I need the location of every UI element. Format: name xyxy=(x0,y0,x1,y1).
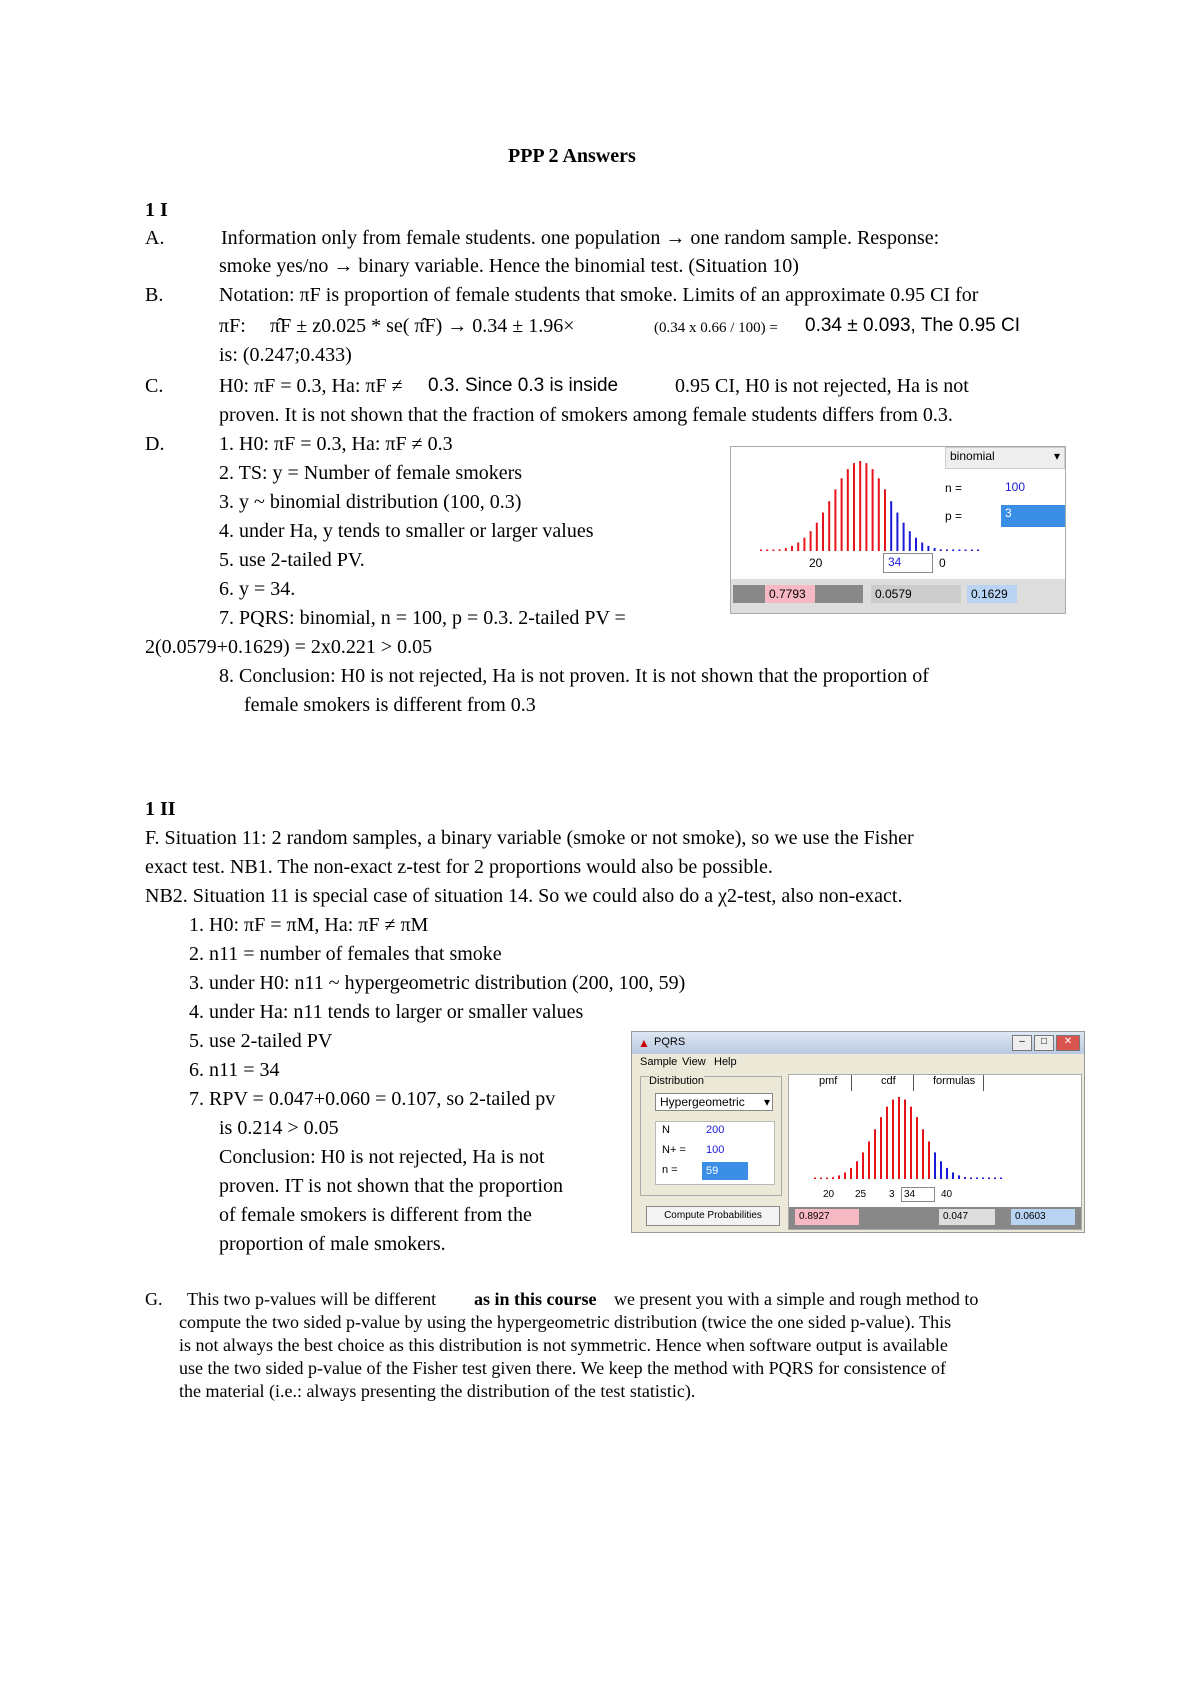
middle-probability: 0.047 xyxy=(939,1209,995,1225)
p-label: p = xyxy=(945,509,963,523)
title-bar xyxy=(632,1032,1084,1054)
item-b-sqrt-term: (0.34 x 0.66 / 100) = xyxy=(654,320,778,336)
item-g-line2: compute the two sided p-value by using the hypergeometric distribution (twice the one sided p-value). This xyxy=(179,1312,952,1332)
item-f-step-2: 2. n11 = number of females that smoke xyxy=(189,943,502,965)
item-f-cont-4: of female smokers is different from the xyxy=(219,1204,532,1226)
distribution-value: binomial xyxy=(950,449,995,463)
tab-formulas[interactable]: formulas xyxy=(933,1075,976,1087)
item-g-line1a: This two p-values will be different xyxy=(187,1289,437,1309)
hypergeometric-pmf-chart xyxy=(789,1075,1081,1229)
section-heading-2: 1 II xyxy=(145,798,176,820)
item-d-step-7: 7. PQRS: binomial, n = 100, p = 0.3. 2-tailed PV = xyxy=(219,607,626,629)
section-heading-1: 1 I xyxy=(145,199,168,221)
param-value-n[interactable]: 59 xyxy=(702,1162,748,1180)
tab-cdf[interactable]: cdf xyxy=(881,1075,896,1087)
item-b-ci: 0.34 ± 0.093, The 0.95 CI xyxy=(805,315,1021,336)
item-d-step-6: 6. y = 34. xyxy=(219,578,296,600)
menu-view[interactable]: View xyxy=(682,1056,706,1068)
item-d-step-4: 4. under Ha, y tends to smaller or larger values xyxy=(219,520,594,542)
item-g-line1-bold: as in this course xyxy=(474,1289,597,1309)
item-g-line4: use the two sided p-value of the Fisher test given there. We keep the method with PQRS for consistence of xyxy=(179,1358,947,1378)
param-label-n-plus: N+ = xyxy=(662,1144,686,1156)
app-icon: ▲ xyxy=(638,1036,650,1050)
distribution-group-label: Distribution xyxy=(649,1075,705,1087)
compute-probabilities-button[interactable]: Compute Probabilities xyxy=(646,1206,780,1226)
axis-tick-20: 20 xyxy=(809,556,823,570)
item-f-step-3: 3. under H0: n11 ~ hypergeometric distribution (200, 100, 59) xyxy=(189,972,686,994)
close-icon[interactable]: ✕ xyxy=(1056,1035,1080,1051)
item-d-label: D. xyxy=(145,433,165,455)
p-input[interactable]: 3 xyxy=(1001,505,1065,527)
menu-bar xyxy=(632,1054,1084,1072)
item-d-step-2: 2. TS: y = Number of female smokers xyxy=(219,462,523,484)
item-f-cont-5: proportion of male smokers. xyxy=(219,1233,446,1255)
pqrs-window xyxy=(631,1031,1085,1233)
right-probability: 0.1629 xyxy=(967,585,1017,603)
chart-panel xyxy=(788,1074,1082,1230)
menu-help[interactable]: Help xyxy=(714,1056,737,1068)
item-b-line3: is: (0.247;0.433) xyxy=(219,344,352,366)
axis-tick-40: 40 xyxy=(941,1189,953,1200)
item-f-step-4: 4. under Ha: n11 tends to larger or smaller values xyxy=(189,1001,584,1023)
item-f-step-6: 6. n11 = 34 xyxy=(189,1059,280,1081)
axis-tick-25: 25 xyxy=(855,1189,867,1200)
tab-pmf[interactable]: pmf xyxy=(819,1075,838,1087)
item-a-line1: Information only from female students. one population → one random sample. Response: xyxy=(221,227,940,249)
distribution-select[interactable] xyxy=(655,1093,773,1111)
item-d-step-1: 1. H0: πF = 0.3, Ha: πF ≠ 0.3 xyxy=(219,433,453,455)
item-f-line1: F. Situation 11: 2 random samples, a binary variable (smoke or not smoke), so we use the Fisher xyxy=(145,827,914,849)
item-c-line1-end: 0.95 CI, H0 is not rejected, Ha is not xyxy=(675,375,969,397)
item-a-label: A. xyxy=(145,227,165,249)
axis-tick-20: 20 xyxy=(823,1189,835,1200)
item-b-formula: π̂F ± z0.025 * se( π̂F) → 0.34 ± 1.96× xyxy=(270,315,575,337)
item-c-hyp: H0: πF = 0.3, Ha: πF ≠ xyxy=(219,375,403,397)
item-g-line1b: we present you with a simple and rough method to xyxy=(614,1289,979,1309)
item-d-step-3: 3. y ~ binomial distribution (100, 0.3) xyxy=(219,491,522,513)
binomial-screenshot xyxy=(730,446,1066,614)
page-title: PPP 2 Answers xyxy=(508,145,636,167)
item-f-cont-2: Conclusion: H0 is not rejected, Ha is not xyxy=(219,1146,545,1168)
middle-probability: 0.0579 xyxy=(871,585,961,603)
param-value-n-plus[interactable]: 100 xyxy=(706,1144,725,1156)
item-g-line5: the material (i.e.: always presenting the distribution of the test statistic). xyxy=(179,1381,696,1401)
distribution-group xyxy=(640,1076,782,1196)
item-f-line2: exact test. NB1. The non-exact z-test for 2 proportions would also be possible. xyxy=(145,856,773,878)
distribution-select[interactable] xyxy=(945,447,1065,469)
item-f-step-1: 1. H0: πF = πM, Ha: πF ≠ πM xyxy=(189,914,429,936)
item-d-step-7-cont: 2(0.0579+0.1629) = 2x0.221 > 0.05 xyxy=(145,636,433,658)
item-f-cont-1: is 0.214 > 0.05 xyxy=(219,1117,339,1139)
minimize-icon[interactable]: – xyxy=(1012,1035,1032,1051)
axis-tick-right: 0 xyxy=(939,556,946,570)
item-b-label: B. xyxy=(145,284,164,306)
menu-sample[interactable]: Sample xyxy=(640,1056,678,1068)
item-d-step-8: 8. Conclusion: H0 is not rejected, Ha is not proven. It is not shown that the proportion of xyxy=(219,665,929,687)
item-d-step-8-cont: female smokers is different from 0.3 xyxy=(244,694,536,716)
axis-tick-3: 3 xyxy=(889,1189,895,1200)
maximize-icon[interactable]: □ xyxy=(1034,1035,1054,1051)
item-f-line3: NB2. Situation 11 is special case of situation 14. So we could also do a χ2-test, also non-exact. xyxy=(145,885,903,907)
item-g-line3: is not always the best choice as this distribution is not symmetric. Hence when software output is available xyxy=(179,1335,948,1355)
value-input[interactable]: 34 xyxy=(883,553,933,573)
distribution-value: Hypergeometric xyxy=(660,1095,745,1109)
item-f-cont-3: proven. IT is not shown that the proportion xyxy=(219,1175,564,1197)
item-a-line2: smoke yes/no → binary variable. Hence the binomial test. (Situation 10) xyxy=(219,255,799,277)
item-b-line1: Notation: πF is proportion of female students that smoke. Limits of an approximate 0.95 CI for xyxy=(219,284,979,306)
value-input[interactable]: 34 xyxy=(901,1187,935,1202)
chevron-down-icon: ▾ xyxy=(763,1095,770,1109)
n-input[interactable]: 100 xyxy=(1001,479,1065,499)
item-f-step-5: 5. use 2-tailed PV xyxy=(189,1030,333,1052)
item-c-label: C. xyxy=(145,375,164,397)
left-probability: 0.8927 xyxy=(795,1209,859,1225)
item-b-line2a: πF: xyxy=(219,315,246,337)
item-c-since: 0.3. Since 0.3 is inside xyxy=(428,375,619,396)
param-label-n-total: N xyxy=(662,1124,670,1136)
left-probability: 0.7793 xyxy=(765,585,815,603)
window-title: PQRS xyxy=(654,1036,686,1048)
param-label-n: n = xyxy=(662,1164,678,1176)
item-c-line2: proven. It is not shown that the fraction of smokers among female students differs from 0.3. xyxy=(219,404,953,426)
param-value-n-total[interactable]: 200 xyxy=(706,1124,725,1136)
chevron-down-icon: ▾ xyxy=(1053,449,1060,463)
item-g-label: G. xyxy=(145,1289,163,1309)
n-label: n = xyxy=(945,481,963,495)
right-probability: 0.0603 xyxy=(1011,1209,1075,1225)
item-d-step-5: 5. use 2-tailed PV. xyxy=(219,549,365,571)
item-f-step-7: 7. RPV = 0.047+0.060 = 0.107, so 2-tailed pv xyxy=(189,1088,556,1110)
